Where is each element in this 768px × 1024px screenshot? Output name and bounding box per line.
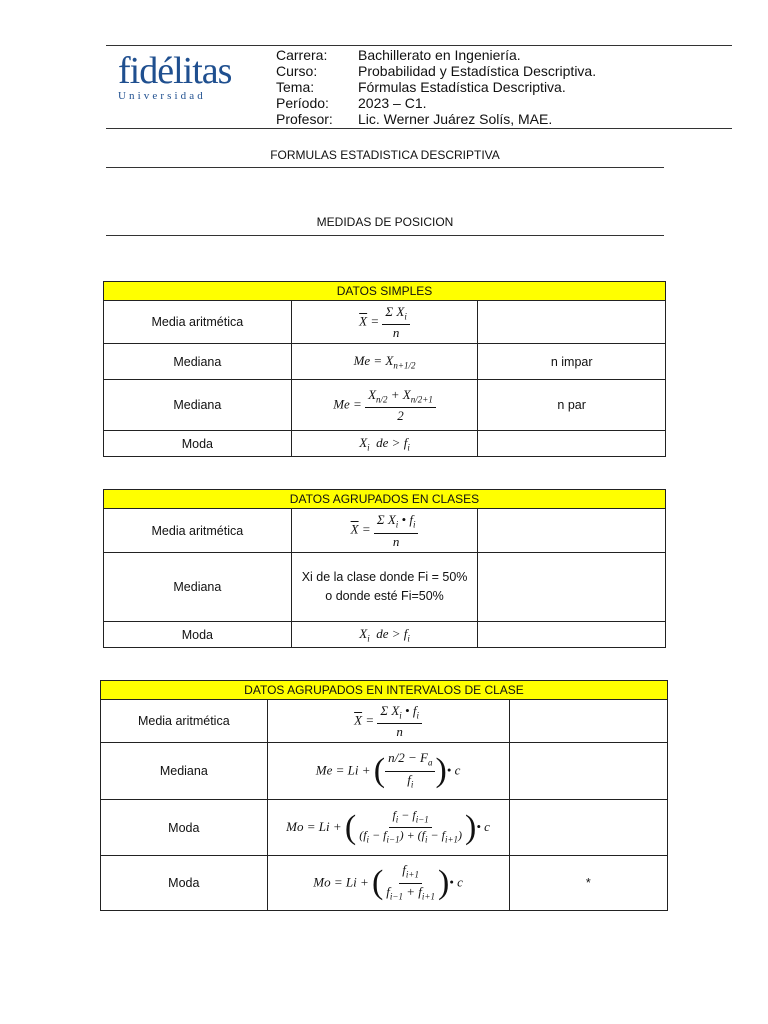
formula-mediana-par: Me = $\frac{X_{n/2} + X_{n/2+1}}{2}$ (291, 380, 478, 431)
formula-media: $\overline{X}$ = $\frac{\Sigma X_i • f_i}{n}$ (291, 509, 478, 553)
table-datos-agrupados-clases (103, 489, 666, 648)
mediana-description: Xi de la clase donde Fi = 50% o donde esté Fi=50% (291, 553, 478, 622)
table-datos-agrupados-intervalos (100, 680, 668, 911)
logo-subtitle: Universidad (118, 90, 206, 102)
row-label: Moda (104, 431, 292, 457)
row-label: Moda (101, 856, 268, 911)
row-label: Mediana (104, 344, 292, 380)
header-bottom-rule (106, 128, 732, 129)
formula-moda-2: Mo = Li + ( $\frac{f_{i+1}}{f_{i-1} + f_{i+1}}$ )• c (267, 856, 509, 911)
logo-wordmark: fidélitas (118, 50, 232, 92)
row-note (478, 553, 666, 622)
row-note (509, 700, 668, 743)
row-label: Moda (101, 800, 268, 856)
section-rule (106, 235, 664, 236)
table-header: DATOS SIMPLES (104, 282, 666, 301)
row-label: Media aritmética (104, 301, 292, 344)
row-note (478, 622, 666, 648)
formula-moda-1: Mo = Li + ( $\frac{f_i - f_{i-1}}{(f_i - f_{i-1}) + (f_i - f_{i+1})}$ )• c (267, 800, 509, 856)
title-rule (106, 167, 664, 168)
row-note (478, 301, 666, 344)
formula-mediana-impar: $Me = X_{n+1/2}$ (291, 344, 478, 380)
field-value: 2023 – C1. (358, 95, 427, 111)
field-value: Fórmulas Estadística Descriptiva. (358, 79, 566, 95)
row-label: Media aritmética (104, 509, 292, 553)
field-label: Tema: (276, 79, 315, 95)
section-title: MEDIDAS DE POSICION (316, 215, 454, 229)
row-label: Media aritmética (101, 700, 268, 743)
field-value: Probabilidad y Estadística Descriptiva. (358, 63, 597, 79)
table-header: DATOS AGRUPADOS EN CLASES (104, 490, 666, 509)
row-note: * (509, 856, 668, 911)
row-label: Moda (104, 622, 292, 648)
row-label: Mediana (101, 743, 268, 800)
row-label: Mediana (104, 553, 292, 622)
header-top-rule (106, 45, 732, 46)
row-label: Mediana (104, 380, 292, 431)
formula-moda: $X_i$ de > $f_i$ (291, 431, 478, 457)
field-value: Lic. Werner Juárez Solís, MAE. (358, 111, 553, 127)
field-value: Bachillerato en Ingeniería. (358, 47, 521, 63)
row-note (509, 800, 668, 856)
formula-mediana: Me = Li + ( $\frac{n/2 - F_a}{f_i}$ )• c (267, 743, 509, 800)
row-note (509, 743, 668, 800)
row-note (478, 431, 666, 457)
course-info (276, 47, 596, 127)
university-logo (118, 50, 232, 102)
table-header: DATOS AGRUPADOS EN INTERVALOS DE CLASE (101, 681, 668, 700)
formula-media: $\overline{X}$ = $\frac{\Sigma X_i • f_i}{n}$ (267, 700, 509, 743)
row-note: n par (478, 380, 666, 431)
field-label: Período: (276, 95, 329, 111)
formula-moda: $X_i$ de > $f_i$ (291, 622, 478, 648)
document-title: FORMULAS ESTADISTICA DESCRIPTIVA (270, 148, 500, 162)
field-label: Curso: (276, 63, 318, 79)
row-note (478, 509, 666, 553)
formula-media: $\overline{X}$ = $\frac{\Sigma X_i}{n}$ (291, 301, 478, 344)
field-label: Carrera: (276, 47, 328, 63)
table-datos-simples (103, 281, 666, 457)
row-note: n impar (478, 344, 666, 380)
field-label: Profesor: (276, 111, 333, 127)
